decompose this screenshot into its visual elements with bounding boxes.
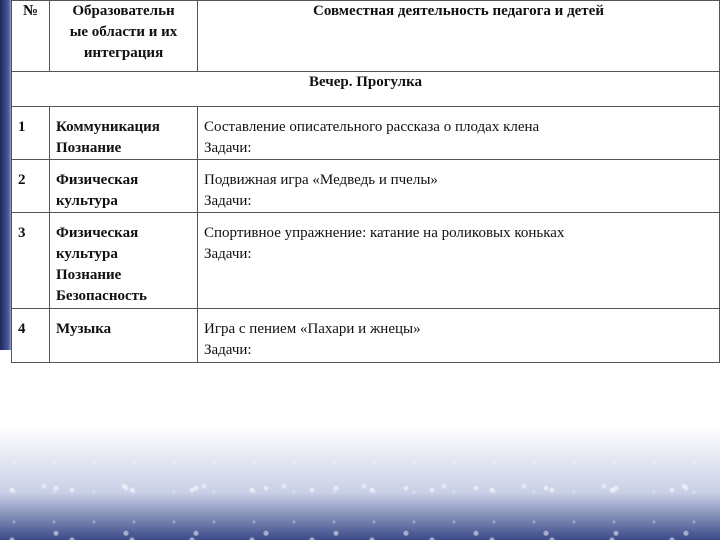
row-activity [198, 107, 720, 160]
area-item: Физическая [56, 172, 139, 188]
header-areas-line: Образовательн [72, 3, 175, 19]
table-row [12, 309, 720, 363]
row-activity [198, 213, 720, 309]
tasks-label: Задачи: [204, 140, 252, 156]
tasks-label: Задачи: [204, 246, 252, 262]
row-areas [50, 160, 198, 213]
row-areas [50, 309, 198, 363]
table-row [12, 160, 720, 213]
tasks-label: Задачи: [204, 342, 252, 358]
area-item: Познание [56, 267, 122, 283]
area-item: культура [56, 246, 118, 262]
activity-text: Спортивное упражнение: катание на роликовых коньках [204, 225, 565, 241]
tasks-label: Задачи: [204, 193, 252, 209]
row-activity [198, 309, 720, 363]
background-bottom-gradient [0, 350, 720, 540]
header-areas-line: ые области и их [69, 24, 178, 40]
header-educational-areas [50, 1, 198, 72]
header-number: № [12, 1, 50, 72]
row-number: 3 [12, 213, 50, 309]
area-item: Музыка [56, 321, 112, 337]
row-number: 2 [12, 160, 50, 213]
row-areas [50, 107, 198, 160]
section-title: Вечер. Прогулка [12, 72, 720, 107]
area-item: Познание [56, 140, 122, 156]
row-areas [50, 213, 198, 309]
activity-text: Игра с пением «Пахари и жнецы» [204, 321, 421, 337]
activity-table [11, 0, 720, 363]
activity-text: Составление описательного рассказа о плодах клена [204, 119, 540, 135]
area-item: Коммуникация [56, 119, 160, 135]
table-row [12, 107, 720, 160]
table-row [12, 213, 720, 309]
area-item: культура [56, 193, 118, 209]
area-item: Безопасность [56, 288, 147, 304]
header-joint-activity: Совместная деятельность педагога и детей [198, 1, 720, 72]
row-activity [198, 160, 720, 213]
area-item: Физическая [56, 225, 139, 241]
table-header-row [12, 1, 720, 72]
header-areas-line: интеграция [83, 45, 164, 61]
section-row [12, 72, 720, 107]
row-number: 1 [12, 107, 50, 160]
activity-text: Подвижная игра «Медведь и пчелы» [204, 172, 438, 188]
row-number: 4 [12, 309, 50, 363]
